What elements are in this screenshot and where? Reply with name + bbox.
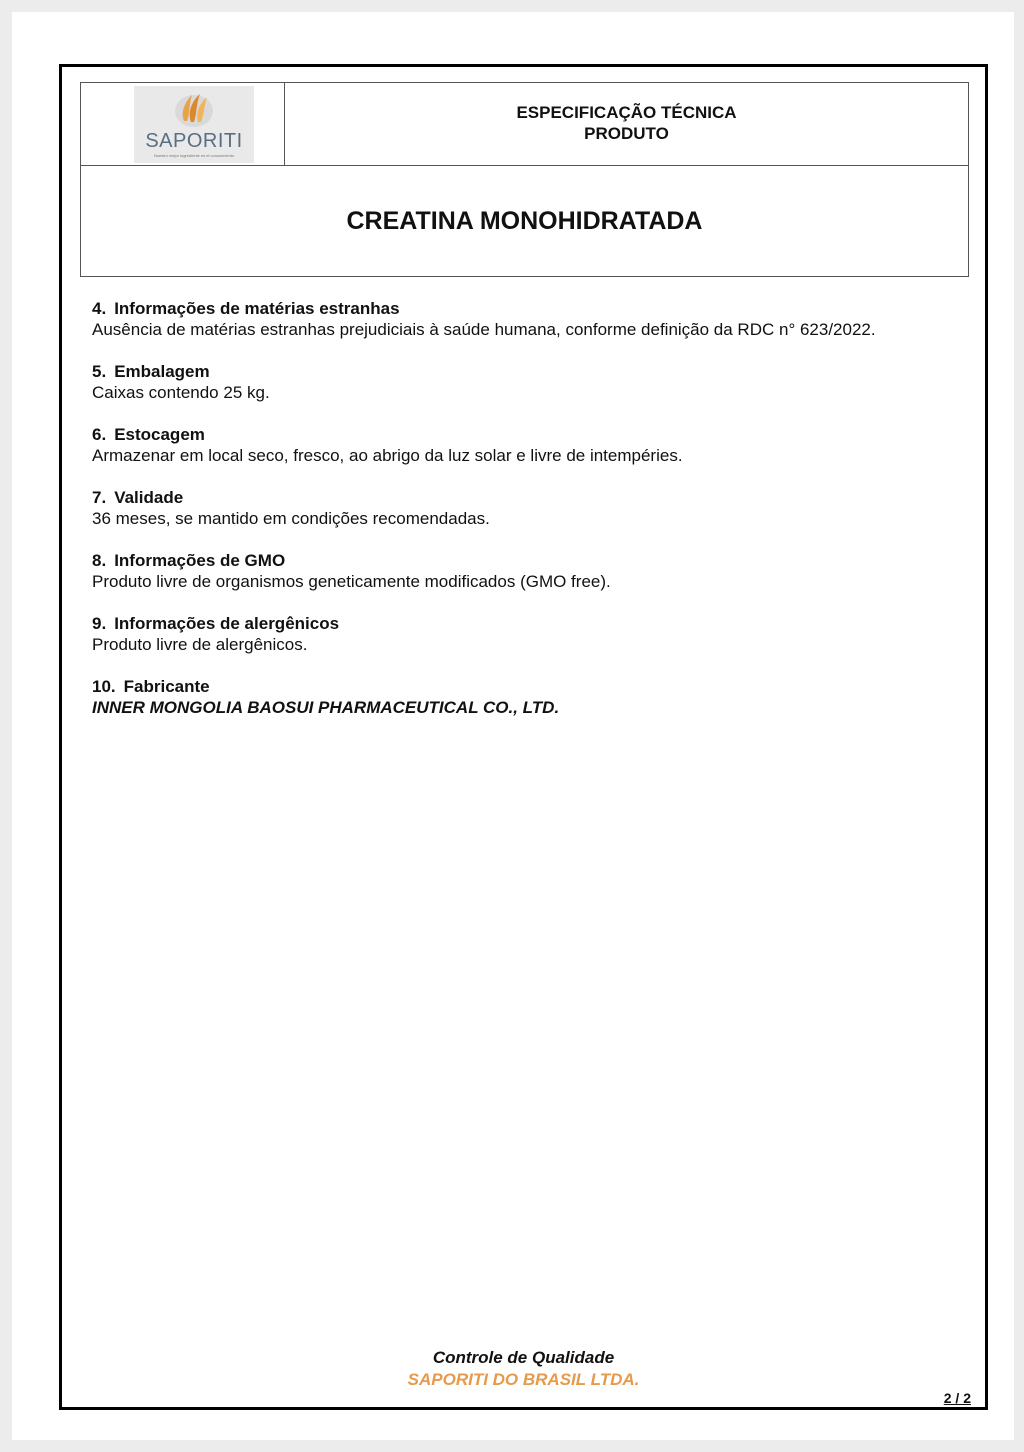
section-manufacturer bbox=[92, 676, 972, 719]
saporiti-flame-logo-icon bbox=[170, 89, 218, 129]
section-title: Estocagem bbox=[114, 425, 205, 444]
manufacturer-name: INNER MONGOLIA BAOSUI PHARMACEUTICAL CO., LTD. bbox=[92, 698, 560, 717]
section-validity bbox=[92, 487, 972, 530]
section-heading bbox=[92, 613, 972, 634]
section-heading bbox=[92, 298, 972, 319]
section-heading bbox=[92, 361, 972, 382]
section-body: Caixas contendo 25 kg. bbox=[92, 383, 270, 402]
section-heading bbox=[92, 487, 972, 508]
section-number: 10. bbox=[92, 677, 116, 696]
section-storage bbox=[92, 424, 972, 467]
section-number: 8. bbox=[92, 551, 107, 570]
section-title: Informações de matérias estranhas bbox=[114, 299, 400, 318]
header-table bbox=[80, 82, 969, 277]
footer bbox=[62, 1347, 985, 1391]
header-top-row bbox=[81, 83, 968, 166]
section-body: Produto livre de alergênicos. bbox=[92, 635, 308, 654]
spec-title: ESPECIFICAÇÃO TÉCNICA bbox=[516, 103, 737, 122]
product-title: CREATINA MONOHIDRATADA bbox=[346, 207, 703, 235]
section-title: Informações de GMO bbox=[114, 551, 286, 570]
section-heading bbox=[92, 676, 972, 697]
section-number: 7. bbox=[92, 488, 107, 507]
logo-name: SAPORITI bbox=[145, 130, 243, 152]
logo-tagline: Nuestro mejor ingrediente es el conocimiento bbox=[153, 153, 235, 158]
page-border bbox=[59, 64, 988, 1410]
section-title: Fabricante bbox=[123, 677, 210, 696]
footer-department: Controle de Qualidade bbox=[432, 1348, 615, 1367]
section-title: Embalagem bbox=[114, 362, 210, 381]
saporiti-logo bbox=[134, 86, 254, 163]
spec-subtitle: PRODUTO bbox=[584, 124, 669, 143]
section-packaging bbox=[92, 361, 972, 404]
section-body: 36 meses, se mantido em condições recomendadas. bbox=[92, 509, 490, 528]
section-number: 4. bbox=[92, 299, 107, 318]
document-page bbox=[12, 12, 1014, 1440]
logo-cell bbox=[81, 83, 285, 165]
section-heading bbox=[92, 424, 972, 445]
section-foreign-matter bbox=[92, 298, 972, 341]
section-body: Armazenar em local seco, fresco, ao abrigo da luz solar e livre de intempéries. bbox=[92, 446, 683, 465]
section-allergens bbox=[92, 613, 972, 656]
section-number: 9. bbox=[92, 614, 107, 633]
section-title: Informações de alergênicos bbox=[114, 614, 340, 633]
spec-title-cell bbox=[285, 83, 968, 165]
page-number: 2 / 2 bbox=[943, 1390, 971, 1406]
section-gmo bbox=[92, 550, 972, 593]
section-number: 6. bbox=[92, 425, 107, 444]
section-number: 5. bbox=[92, 362, 107, 381]
section-title: Validade bbox=[114, 488, 184, 507]
section-body: Produto livre de organismos geneticamente modificados (GMO free). bbox=[92, 572, 611, 591]
section-body: Ausência de matérias estranhas prejudiciais à saúde humana, conforme definição da RDC n° 623/2022. bbox=[92, 320, 876, 339]
footer-company: SAPORITI DO BRASIL LTDA. bbox=[407, 1370, 640, 1389]
section-heading bbox=[92, 550, 972, 571]
content-sections bbox=[92, 298, 972, 739]
